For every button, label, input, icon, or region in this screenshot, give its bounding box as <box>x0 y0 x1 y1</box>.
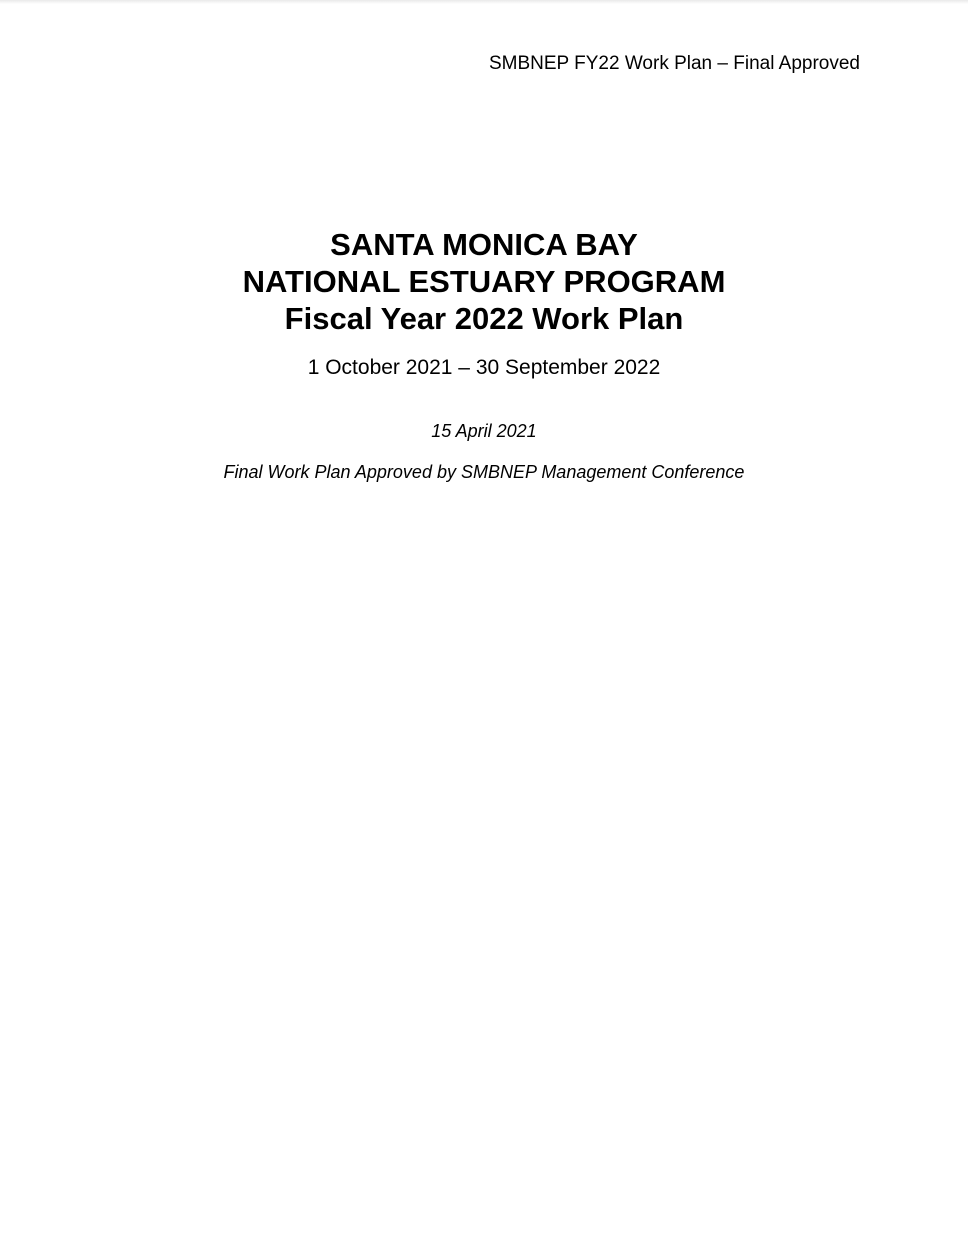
approval-note: Final Work Plan Approved by SMBNEP Management Conference <box>223 462 745 482</box>
page-edge-shadow <box>0 0 968 4</box>
title-line-work-plan: Fiscal Year 2022 Work Plan <box>284 301 684 336</box>
title-line-program-area: SANTA MONICA BAY <box>330 227 638 262</box>
title-line-program-name: NATIONAL ESTUARY PROGRAM <box>242 264 726 299</box>
fiscal-period: 1 October 2021 – 30 September 2022 <box>307 356 661 379</box>
title-block <box>0 226 968 337</box>
running-header: SMBNEP FY22 Work Plan – Final Approved <box>488 53 860 74</box>
document-date: 15 April 2021 <box>431 421 537 441</box>
